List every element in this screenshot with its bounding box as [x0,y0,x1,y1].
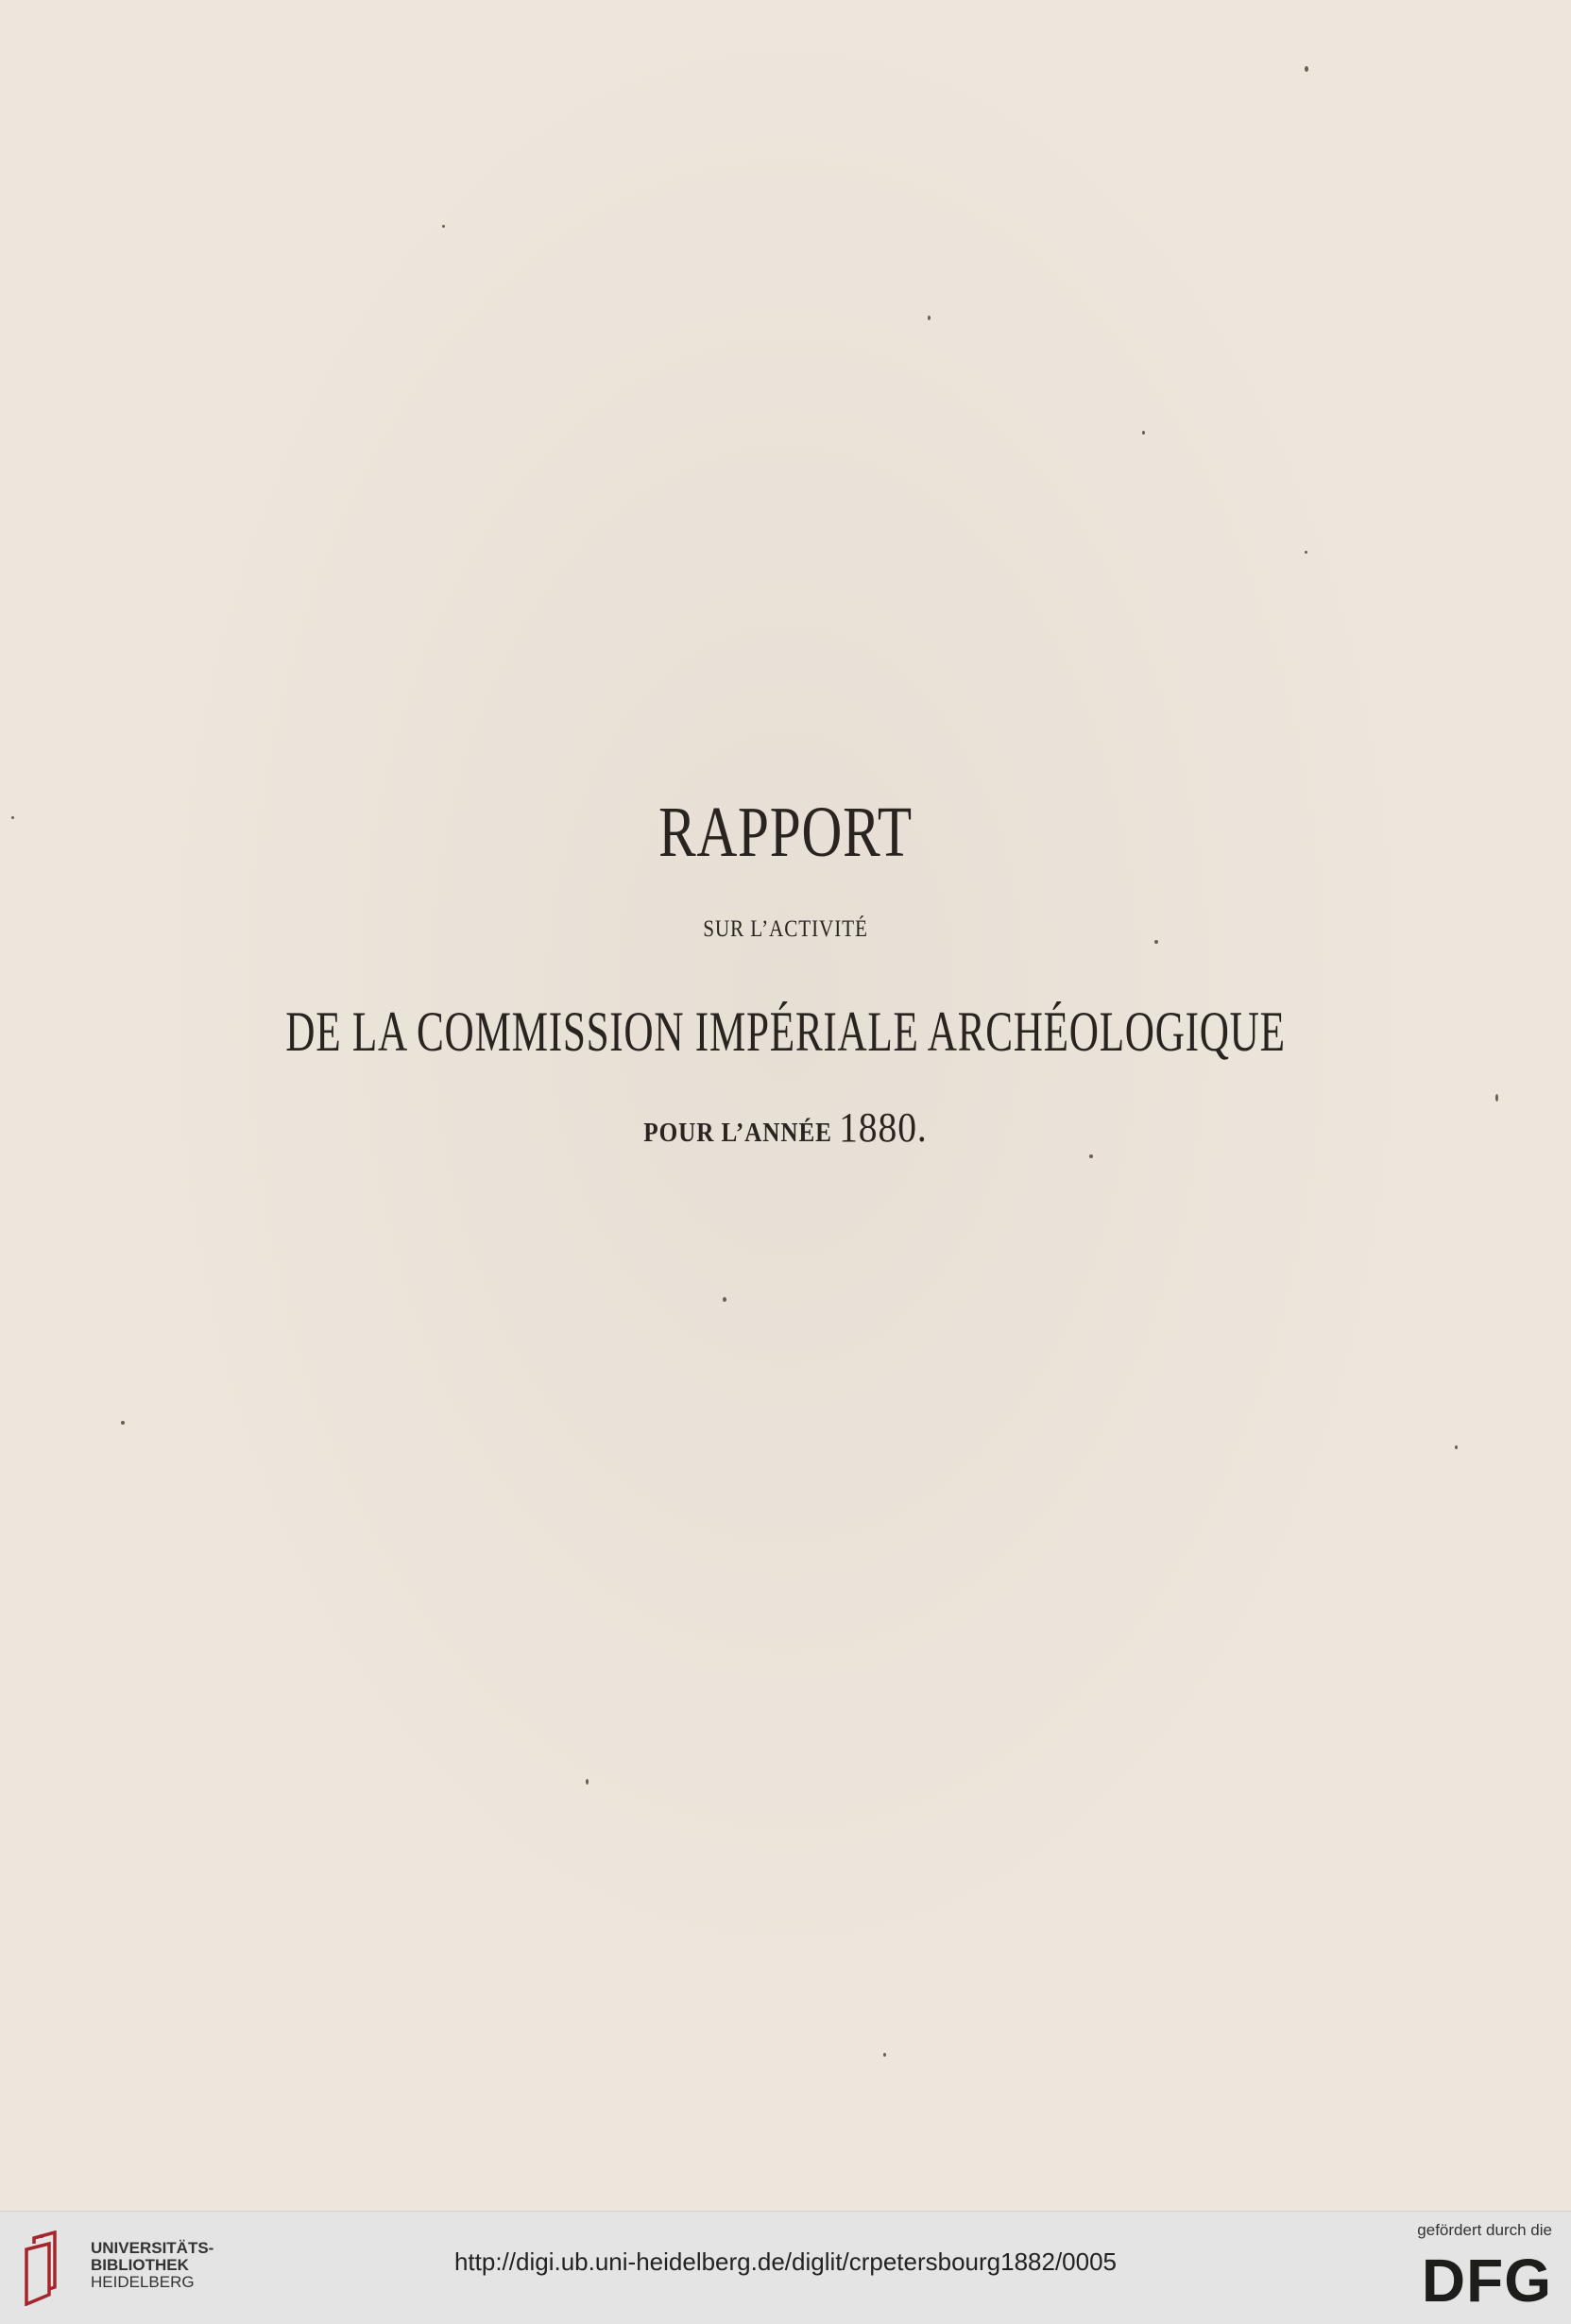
funded-by-label: gefördert durch die [1417,2221,1552,2239]
paper-speck [1142,431,1145,435]
report-subtitle: SUR L’ACTIVITÉ [703,916,868,942]
footer-bar [0,2211,1571,2324]
paper-speck [1455,1445,1458,1449]
permalink-url[interactable]: http://digi.ub.uni-heidelberg.de/diglit/crpetersbourg1882/0005 [453,2247,1118,2276]
report-title: RAPPORT [658,793,913,872]
commission-name: DE LA COMMISSION IMPÉRIALE ARCHÉOLOGIQUE [285,1000,1286,1063]
paper-speck [11,816,14,819]
paper-speck [1305,551,1307,554]
paper-speck [883,2053,886,2057]
paper-speck [1089,1154,1093,1158]
paper-speck [586,1779,589,1785]
report-year-line [78,1103,1493,1152]
paper-speck [121,1421,125,1425]
paper-speck [442,225,445,228]
year-prefix: POUR L’ANNÉE [643,1119,832,1148]
library-line-1: UNIVERSITÄTS- [91,2239,214,2257]
year-number: 1880. [839,1104,928,1151]
paper-speck [1495,1094,1498,1102]
library-line-3: HEIDELBERG [91,2273,195,2291]
paper-speck [1305,66,1308,72]
paper-speck [928,316,931,320]
library-line-2: BIBLIOTHEK [91,2256,189,2274]
dfg-logo: DFG [1421,2247,1552,2315]
paper-speck [1154,940,1158,944]
paper-speck [723,1297,726,1302]
